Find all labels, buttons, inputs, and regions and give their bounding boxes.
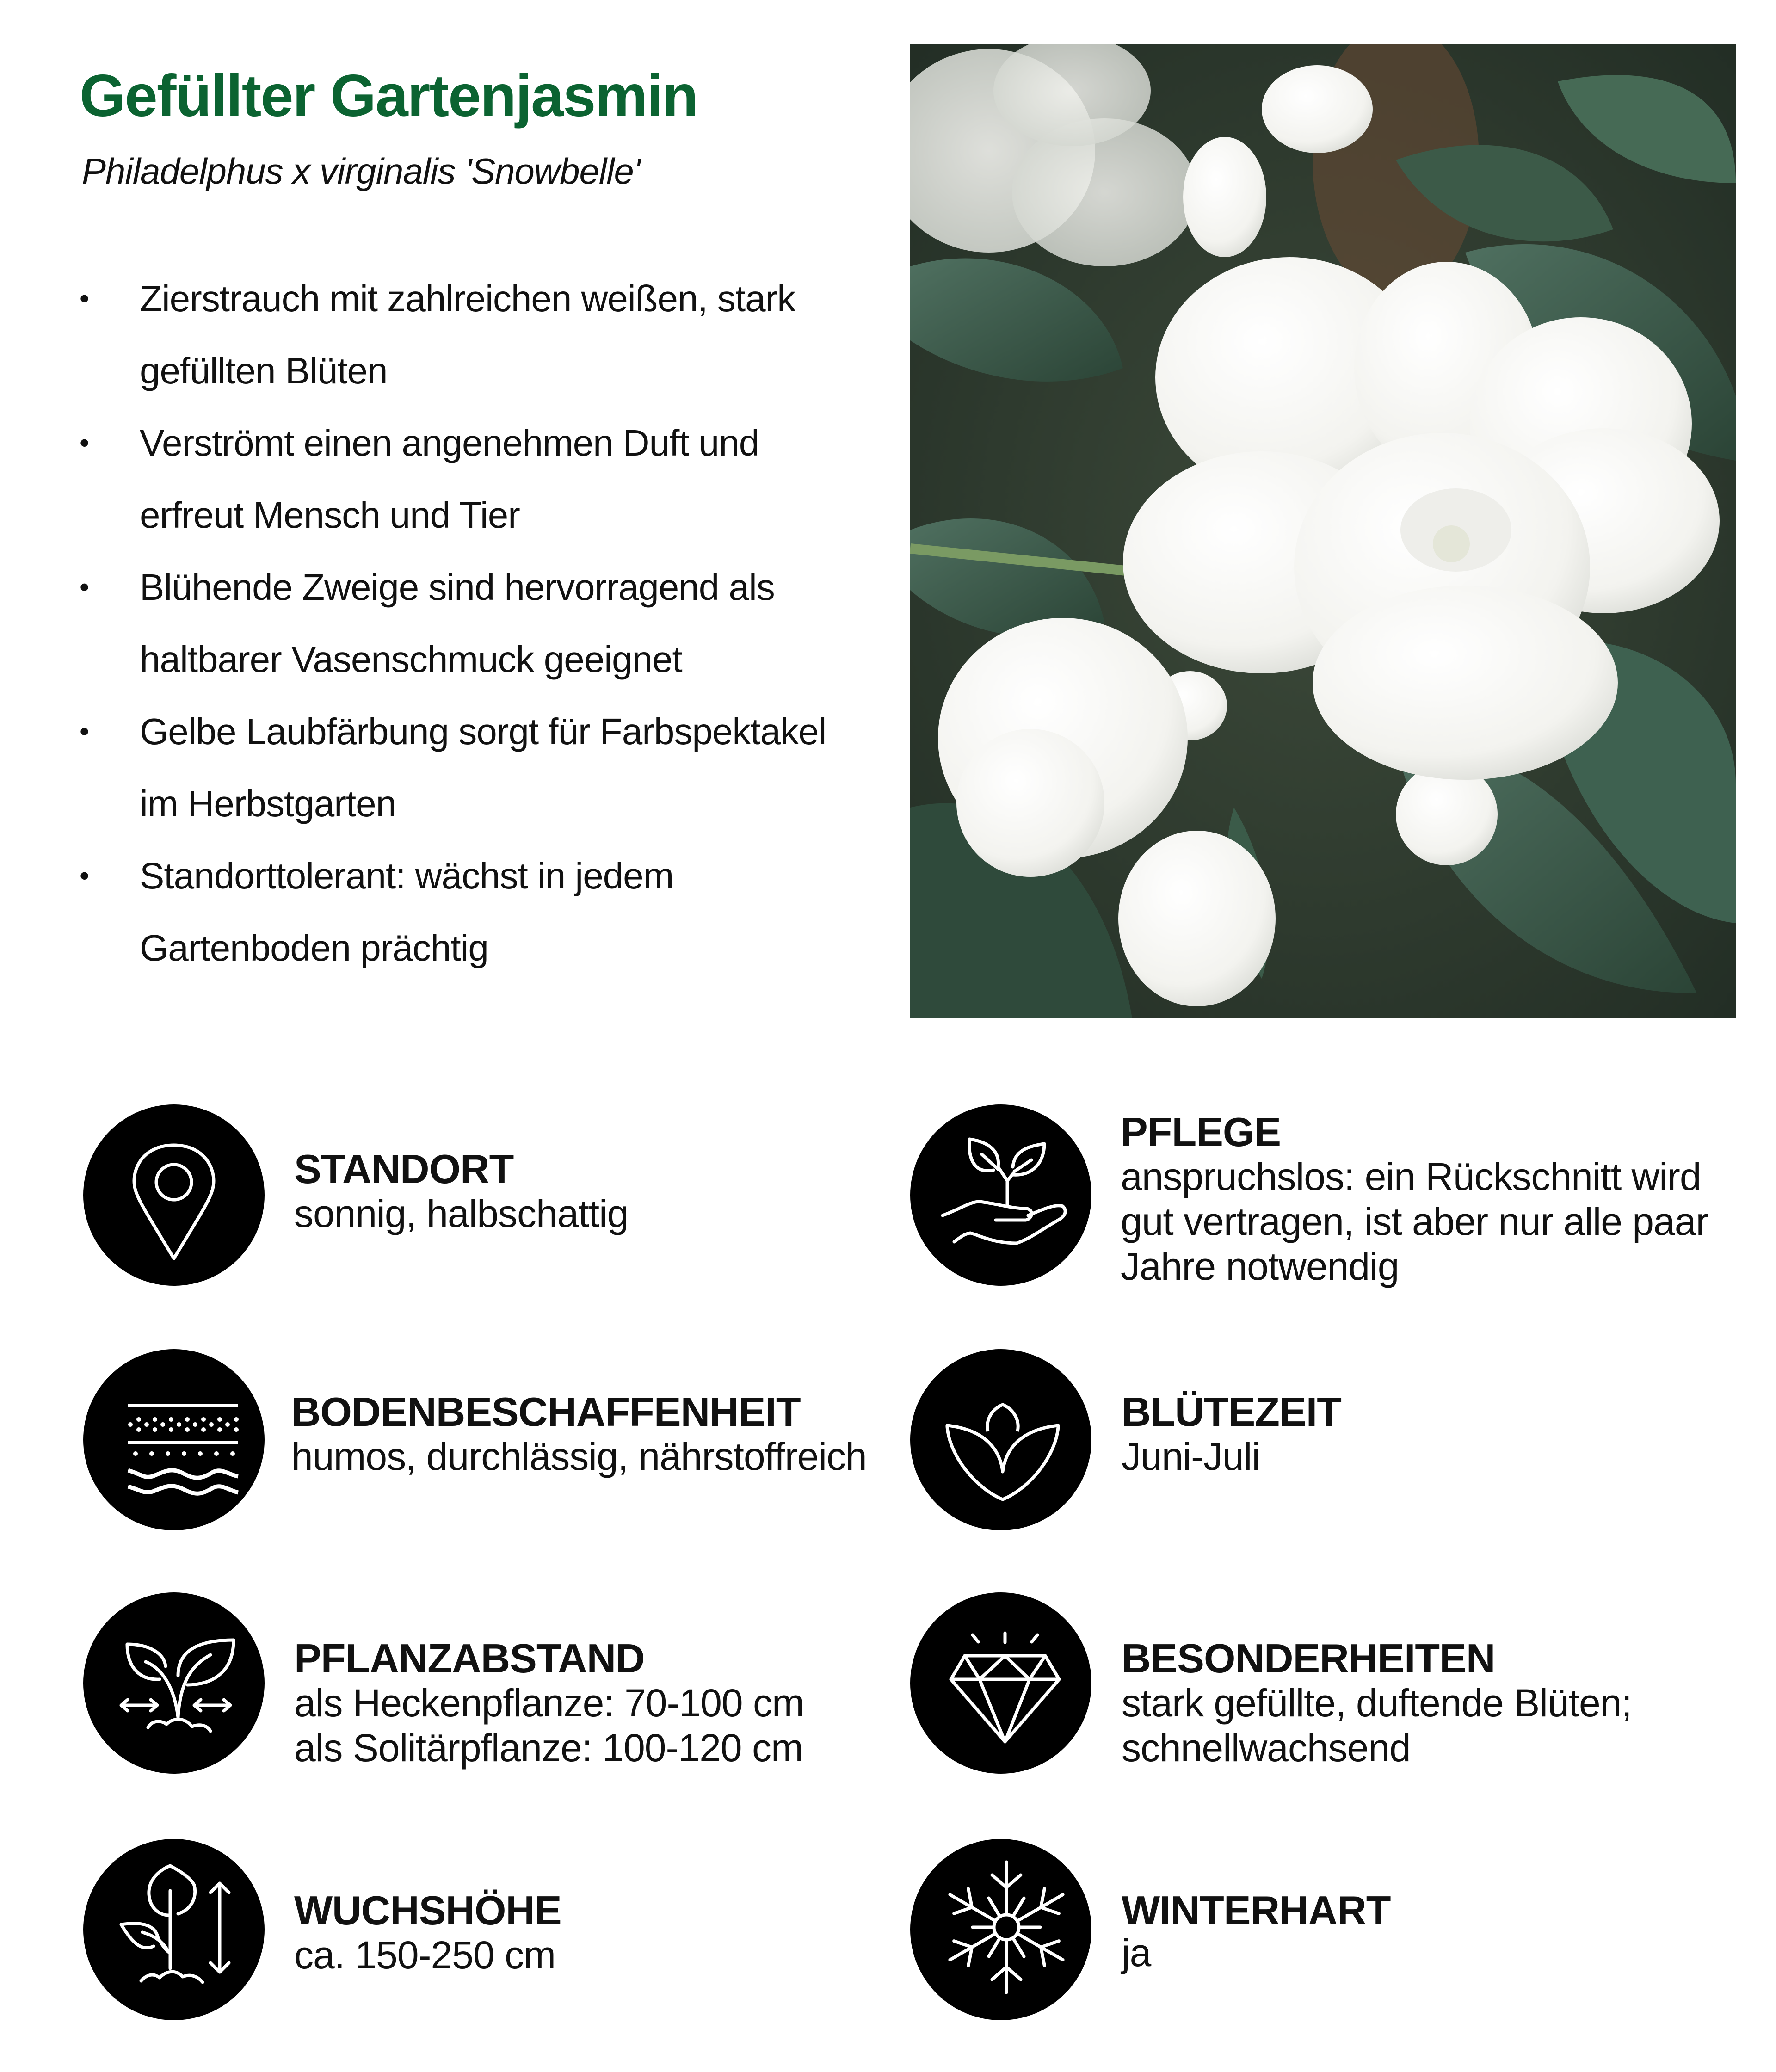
info-value: Juni-Juli <box>1122 1435 1260 1478</box>
info-label: BODENBESCHAFFENHEIT <box>291 1389 801 1435</box>
info-besonderheiten <box>1122 1636 1632 1770</box>
feature-item <box>0 551 906 696</box>
bullet-icon: • <box>80 716 89 747</box>
feature-line: Zierstrauch mit zahlreichen weißen, stark <box>140 278 796 319</box>
product-photo <box>910 44 1736 1018</box>
info-winterhart <box>1122 1888 1390 1973</box>
feature-item <box>0 696 906 840</box>
bullet-icon: • <box>80 283 89 314</box>
info-value: als Solitärpflanze: 100-120 cm <box>294 1726 803 1770</box>
plant-spacing-icon <box>83 1592 265 1774</box>
feature-line: Standorttolerant: wächst in jedem <box>140 855 674 896</box>
info-value: als Heckenpflanze: 70-100 cm <box>294 1681 804 1725</box>
bullet-icon: • <box>80 860 89 891</box>
snowflake-icon <box>910 1839 1092 2020</box>
feature-line: erfreut Mensch und Tier <box>140 494 520 536</box>
info-pflanzabstand <box>294 1636 804 1770</box>
info-value: humos, durchlässig, nährstoffreich <box>291 1435 867 1478</box>
info-wuchshoehe <box>294 1888 561 1978</box>
botanical-name: Philadelphus x virginalis 'Snowbelle' <box>82 151 640 191</box>
info-label: BLÜTEZEIT <box>1122 1389 1341 1435</box>
feature-line: Gartenboden prächtig <box>140 927 488 968</box>
lotus-flower-icon <box>910 1349 1092 1530</box>
soil-layers-icon <box>83 1349 265 1530</box>
feature-line: Gelbe Laubfärbung sorgt für Farbspektakel <box>140 711 826 752</box>
info-value: anspruchslos: ein Rückschnitt wird <box>1121 1155 1701 1198</box>
feature-line: Blühende Zweige sind hervorragend als <box>140 567 775 608</box>
info-value: schnellwachsend <box>1122 1726 1411 1770</box>
feature-line: gefüllten Blüten <box>140 350 388 391</box>
product-title: Gefüllter Gartenjasmin <box>80 63 697 129</box>
info-label: WUCHSHÖHE <box>294 1887 561 1933</box>
diamond-icon <box>910 1592 1092 1774</box>
info-value: gut vertragen, ist aber nur alle paar <box>1121 1200 1708 1243</box>
info-bluetezeit <box>1122 1390 1341 1479</box>
info-value: ja <box>1122 1931 1151 1974</box>
info-label: BESONDERHEITEN <box>1122 1635 1495 1681</box>
feature-list <box>0 263 906 984</box>
bullet-icon: • <box>80 572 89 603</box>
feature-line: haltbarer Vasenschmuck geeignet <box>140 639 682 680</box>
info-value: Jahre notwendig <box>1121 1245 1399 1288</box>
hand-seedling-icon <box>910 1104 1092 1286</box>
jasmine-flower-image <box>910 44 1736 1018</box>
feature-item <box>0 840 906 984</box>
info-label: WINTERHART <box>1122 1887 1391 1933</box>
location-pin-icon <box>83 1104 265 1286</box>
info-pflege <box>1121 1110 1708 1289</box>
feature-item <box>0 263 906 407</box>
info-label: PFLEGE <box>1121 1109 1281 1155</box>
info-label: STANDORT <box>294 1146 514 1192</box>
info-standort <box>294 1147 629 1236</box>
info-label: PFLANZABSTAND <box>294 1635 645 1681</box>
feature-line: Verströmt einen angenehmen Duft und <box>140 422 759 463</box>
bullet-icon: • <box>80 427 89 458</box>
info-value: ca. 150-250 cm <box>294 1933 555 1977</box>
feature-item <box>0 407 906 551</box>
info-boden <box>291 1390 867 1479</box>
plant-height-icon <box>83 1839 265 2020</box>
info-value: stark gefüllte, duftende Blüten; <box>1122 1681 1632 1725</box>
info-value: sonnig, halbschattig <box>294 1192 629 1235</box>
feature-line: im Herbstgarten <box>140 783 396 824</box>
